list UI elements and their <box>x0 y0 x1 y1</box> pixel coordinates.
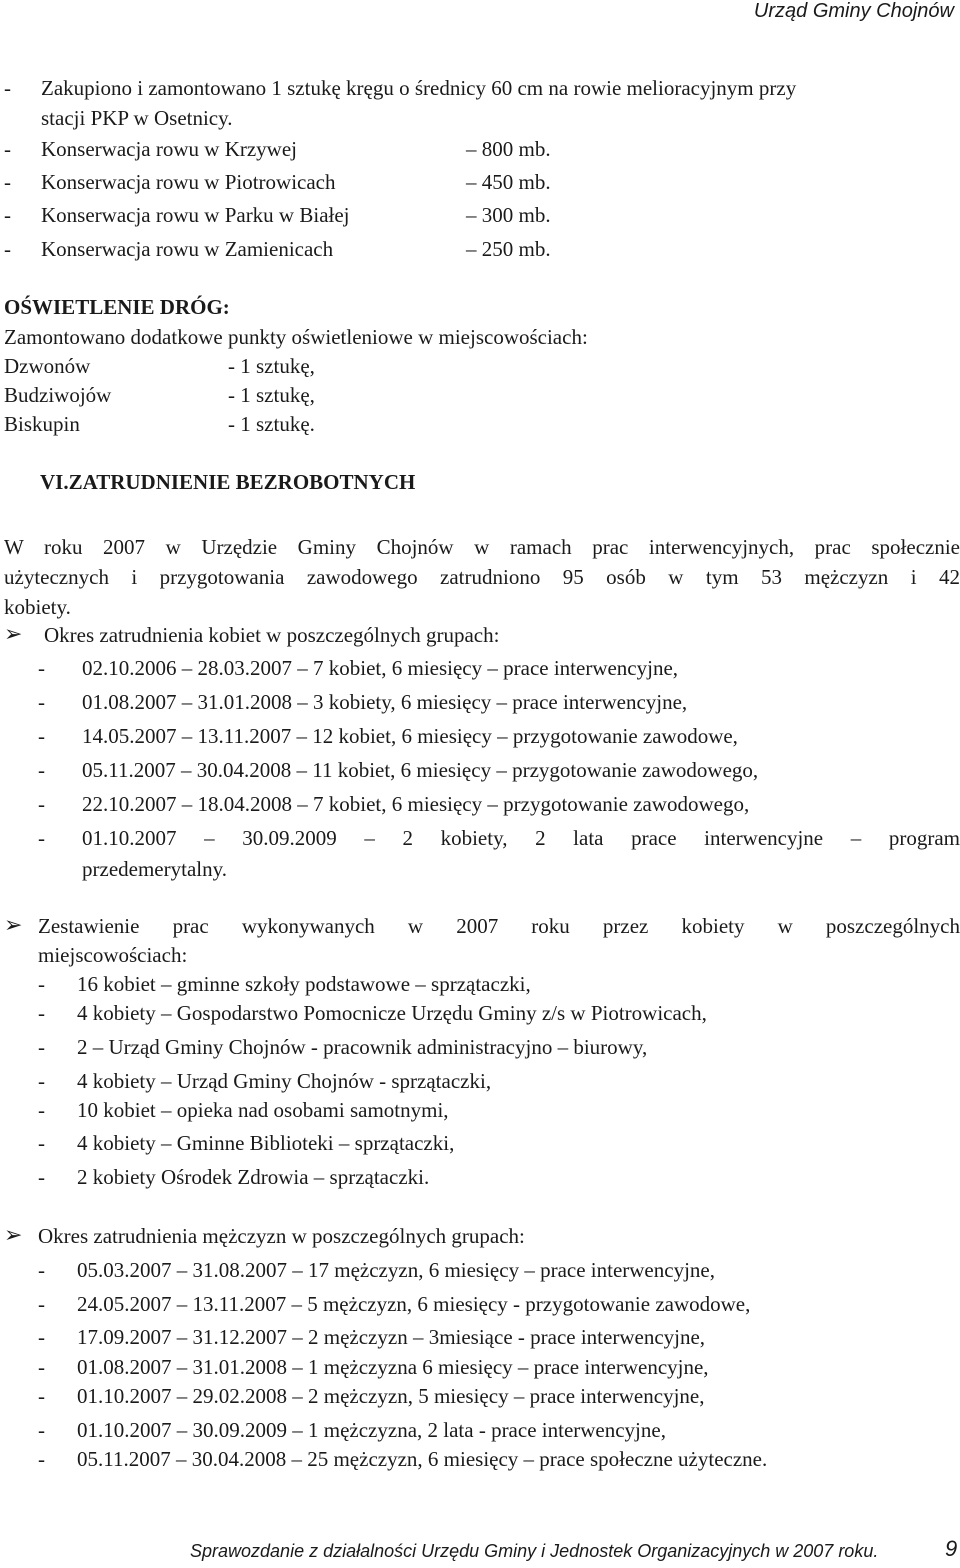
bullet-dash: - <box>38 1292 45 1316</box>
subsection-heading-text: Okres zatrudnienia mężczyzn w poszczególnych grupach: <box>38 1224 525 1248</box>
list-item-text: 01.08.2007 – 31.01.2008 – 1 mężczyzna 6 miesięcy – prace interwencyjne, <box>77 1355 709 1379</box>
bullet-dash: - <box>38 656 45 680</box>
list-item-text: 4 kobiety – Urząd Gminy Chojnów - sprzątaczki, <box>77 1069 492 1093</box>
bullet-dash: - <box>38 1035 45 1059</box>
bullet-dash: - <box>38 690 45 714</box>
subsection-heading-text: Okres zatrudnienia kobiet w poszczególnych grupach: <box>44 623 500 647</box>
bullet-dash: - <box>38 1355 45 1379</box>
drainage-label: Konserwacja rowu w Krzywej <box>41 137 297 161</box>
arrow-bullet-icon: ➢ <box>4 622 23 647</box>
bullet-dash: - <box>38 1001 45 1025</box>
subsection-heading-text: miejscowościach: <box>38 943 188 967</box>
bullet-dash: - <box>38 1131 45 1155</box>
arrow-bullet-icon: ➢ <box>4 1223 23 1248</box>
bullet-dash: - <box>38 972 45 996</box>
bullet-dash: - <box>38 1098 45 1122</box>
page-number: 9 <box>945 1536 958 1561</box>
drainage-amount: – 800 mb. <box>466 137 551 161</box>
list-item-text: 01.10.2007 – 29.02.2008 – 2 mężczyzn, 5 miesięcy – prace interwencyjne, <box>77 1384 705 1408</box>
lighting-place: Budziwojów <box>4 383 112 407</box>
list-item-text: 05.11.2007 – 30.04.2008 – 25 mężczyzn, 6 miesięcy – prace społeczne użyteczne. <box>77 1447 768 1471</box>
drainage-label: Konserwacja rowu w Parku w Białej <box>41 203 350 227</box>
lighting-count: - 1 sztukę, <box>228 383 315 407</box>
list-item-text: 02.10.2006 – 28.03.2007 – 7 kobiet, 6 miesięcy – prace interwencyjne, <box>82 656 679 680</box>
paragraph-line: kobiety. <box>4 595 71 619</box>
list-item-text: 4 kobiety – Gminne Biblioteki – sprzątaczki, <box>77 1131 455 1155</box>
subsection-heading-text: Zestawienie prac wykonywanych w 2007 roku przez kobiety w poszczególnych <box>38 914 960 938</box>
drainage-amount: – 450 mb. <box>466 170 551 194</box>
bullet-dash: - <box>38 1258 45 1282</box>
list-item-text: 16 kobiet – gminne szkoły podstawowe – sprzątaczki, <box>77 972 531 996</box>
bullet-dash: - <box>4 137 11 161</box>
list-item-text: Zakupiono i zamontowano 1 sztukę kręgu o średnicy 60 cm na rowie melioracyjnym przy <box>41 76 797 100</box>
paragraph: Zamontowano dodatkowe punkty oświetleniowe w miejscowościach: <box>4 325 588 349</box>
list-item-text: 05.11.2007 – 30.04.2008 – 11 kobiet, 6 miesięcy – przygotowanie zawodowego, <box>82 758 759 782</box>
drainage-amount: – 250 mb. <box>466 237 551 261</box>
bullet-dash: - <box>38 1325 45 1349</box>
paragraph-line: użytecznych i przygotowania zawodowego zatrudniono 95 osób w tym 53 mężczyzn i 42 <box>4 565 960 589</box>
bullet-dash: - <box>38 758 45 782</box>
list-item-text: 4 kobiety – Gospodarstwo Pomocnicze Urzędu Gminy z/s w Piotrowicach, <box>77 1001 707 1025</box>
list-item-text: 17.09.2007 – 31.12.2007 – 2 mężczyzn – 3miesiące - prace interwencyjne, <box>77 1325 706 1349</box>
drainage-amount: – 300 mb. <box>466 203 551 227</box>
bullet-dash: - <box>38 1418 45 1442</box>
lighting-place: Biskupin <box>4 412 80 436</box>
lighting-count: - 1 sztukę, <box>228 354 315 378</box>
list-item-text: 01.10.2007 – 30.09.2009 – 1 mężczyzna, 2 lata - prace interwencyjne, <box>77 1418 666 1442</box>
bullet-dash: - <box>4 203 11 227</box>
list-item-text: 01.10.2007 – 30.09.2009 – 2 kobiety, 2 lata prace interwencyjne – program <box>82 826 960 850</box>
page-header: Urząd Gminy Chojnów <box>753 0 954 22</box>
arrow-bullet-icon: ➢ <box>4 913 23 938</box>
drainage-label: Konserwacja rowu w Zamienicach <box>41 237 334 261</box>
bullet-dash: - <box>38 826 45 850</box>
lighting-place: Dzwonów <box>4 354 91 378</box>
list-item-text: 10 kobiet – opieka nad osobami samotnymi, <box>77 1098 449 1122</box>
bullet-dash: - <box>38 1384 45 1408</box>
list-item-text: 14.05.2007 – 13.11.2007 – 12 kobiet, 6 miesięcy – przygotowanie zawodowe, <box>82 724 738 748</box>
page-footer: Sprawozdanie z działalności Urzędu Gminy i Jednostek Organizacyjnych w 2007 roku. <box>190 1541 879 1561</box>
bullet-dash: - <box>4 170 11 194</box>
bullet-dash: - <box>38 792 45 816</box>
drainage-label: Konserwacja rowu w Piotrowicach <box>41 170 336 194</box>
list-item-text: stacji PKP w Osetnicy. <box>41 106 233 130</box>
paragraph-line: W roku 2007 w Urzędzie Gminy Chojnów w ramach prac interwencyjnych, prac społecznie <box>4 535 960 559</box>
list-item-text: 24.05.2007 – 13.11.2007 – 5 mężczyzn, 6 miesięcy - przygotowanie zawodowe, <box>77 1292 751 1316</box>
list-item-text: 2 kobiety Ośrodek Zdrowia – sprzątaczki. <box>77 1165 430 1189</box>
bullet-dash: - <box>4 76 11 100</box>
lighting-count: - 1 sztukę. <box>228 412 315 436</box>
bullet-dash: - <box>38 1069 45 1093</box>
list-item-text: 01.08.2007 – 31.01.2008 – 3 kobiety, 6 miesięcy – prace interwencyjne, <box>82 690 688 714</box>
list-item-text: 2 – Urząd Gminy Chojnów - pracownik administracyjno – biurowy, <box>77 1035 648 1059</box>
bullet-dash: - <box>4 237 11 261</box>
section-heading: VI.ZATRUDNIENIE BEZROBOTNYCH <box>40 470 416 494</box>
list-item-text: 05.03.2007 – 31.08.2007 – 17 mężczyzn, 6 miesięcy – prace interwencyjne, <box>77 1258 715 1282</box>
bullet-dash: - <box>38 1447 45 1471</box>
bullet-dash: - <box>38 724 45 748</box>
list-item-text: przedemerytalny. <box>82 857 227 881</box>
bullet-dash: - <box>38 1165 45 1189</box>
list-item-text: 22.10.2007 – 18.04.2008 – 7 kobiet, 6 miesięcy – przygotowanie zawodowego, <box>82 792 750 816</box>
section-heading: OŚWIETLENIE DRÓG: <box>4 295 230 319</box>
